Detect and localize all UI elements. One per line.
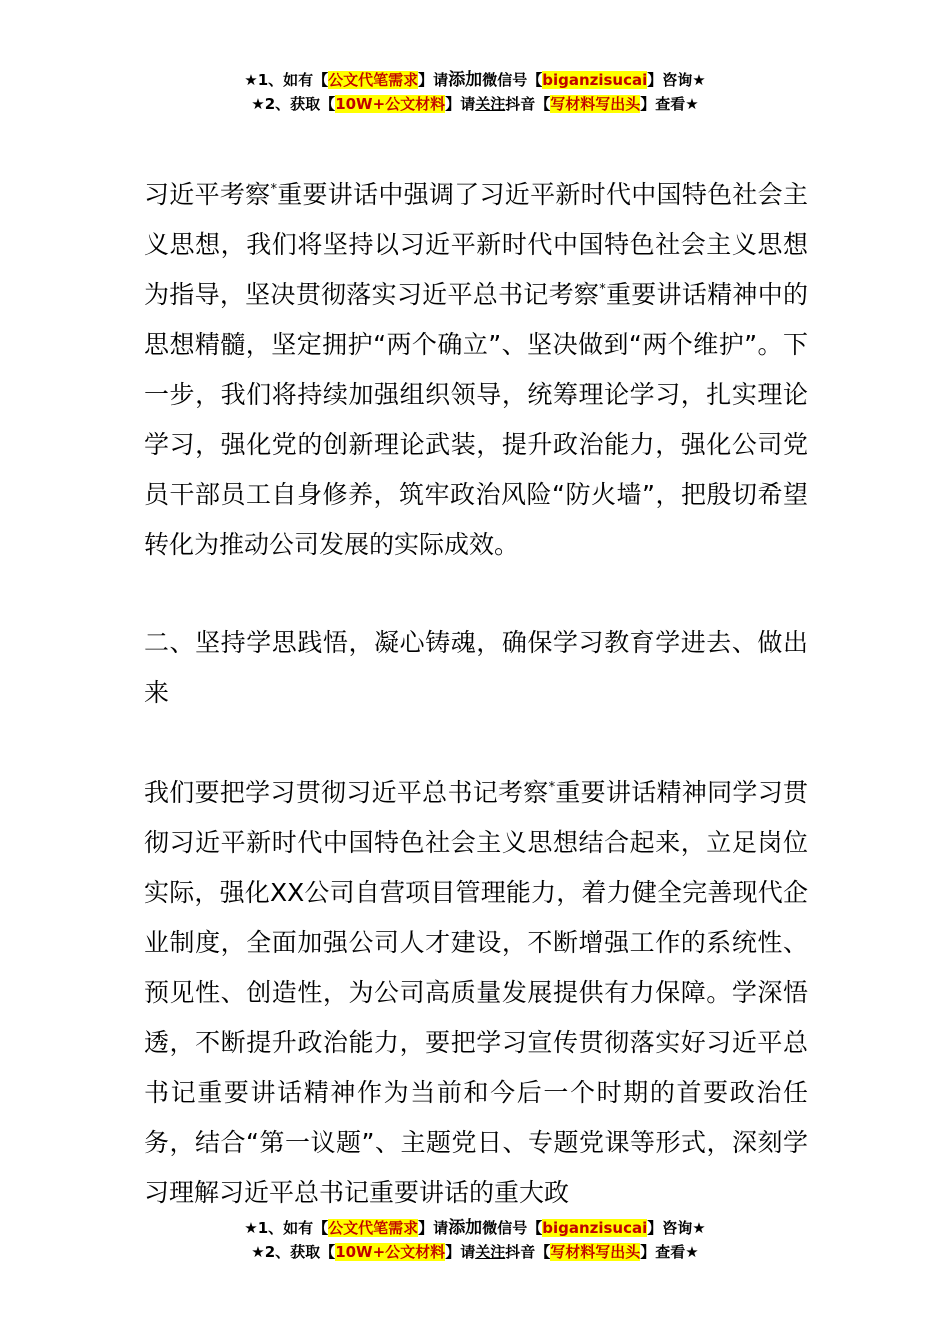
add-emphasis: 添加 [448,70,483,90]
wechat-id-highlight: biganzisucai [542,71,648,89]
material-highlight: 10W+公文材料 [335,95,446,113]
material-highlight: 10W+公文材料 [335,1243,446,1261]
paragraph-2: 我们要把学习贯彻习近平总书记考察*重要讲话精神同学习贯彻习近平新时代中国特色社会主义思想结合起来，立足岗位实际，强化XX公司自营项目管理能力，着力健全完善现代企业制度，全面加强公司人才建设，不断增强工作的系统性、预见性、创造性，为公司高质量发展提供有力保障。学深悟透，不断提升政治能力，要把学习宣传贯彻落实好习近平总书记重要讲话精神作为当前和今后一个时期的首要政治任务，结合“第一议题”、主题党日、专题党课等形式，深刻学习理解习近平总书记重要讲话的重大政 [144,778,808,1207]
header-banner [0,68,950,116]
paragraph-1: 习近平考察*重要讲话中强调了习近平新时代中国特色社会主义思想，我们将坚持以习近平新时代中国特色社会主义思想为指导，坚决贯彻落实习近平总书记考察*重要讲话精神中的思想精髓，坚定拥护“两个确立”、坚决做到“两个维护”。下一步，我们将持续加强组织领导，统筹理论学习，扎实理论学习，强化党的创新理论武装，提升政治能力，强化公司党员干部员工自身修养，筑牢政治风险“防火墙”，把殷切希望转化为推动公司发展的实际成效。 [144,180,808,559]
add-emphasis: 添加 [448,1218,483,1238]
douyin-account-highlight: 写材料写出头 [550,95,641,113]
footnote-mark: * [599,282,606,297]
banner-line-1: ★1、如有【公文代笔需求】请添加微信号【biganzisucai】咨询★ [244,70,706,90]
follow-emphasis: 关注 [475,1243,506,1261]
follow-emphasis: 关注 [475,95,506,113]
wechat-id-highlight: biganzisucai [542,1219,648,1237]
banner-line-1: ★1、如有【公文代笔需求】请添加微信号【biganzisucai】咨询★ [244,1218,706,1238]
footer-banner [0,1216,950,1264]
footnote-mark: * [270,182,277,197]
footnote-mark: * [548,780,556,795]
section-heading-2: 二、坚持学思践悟，凝心铸魂，确保学习教育学进去、做出来 [144,628,808,707]
banner-line-2: ★2、获取【10W+公文材料】请关注抖音【写材料写出头】查看★ [251,1243,699,1261]
douyin-account-highlight: 写材料写出头 [550,1243,641,1261]
service-highlight: 公文代笔需求 [328,1219,419,1237]
service-highlight: 公文代笔需求 [328,71,419,89]
banner-line-2: ★2、获取【10W+公文材料】请关注抖音【写材料写出头】查看★ [251,95,699,113]
